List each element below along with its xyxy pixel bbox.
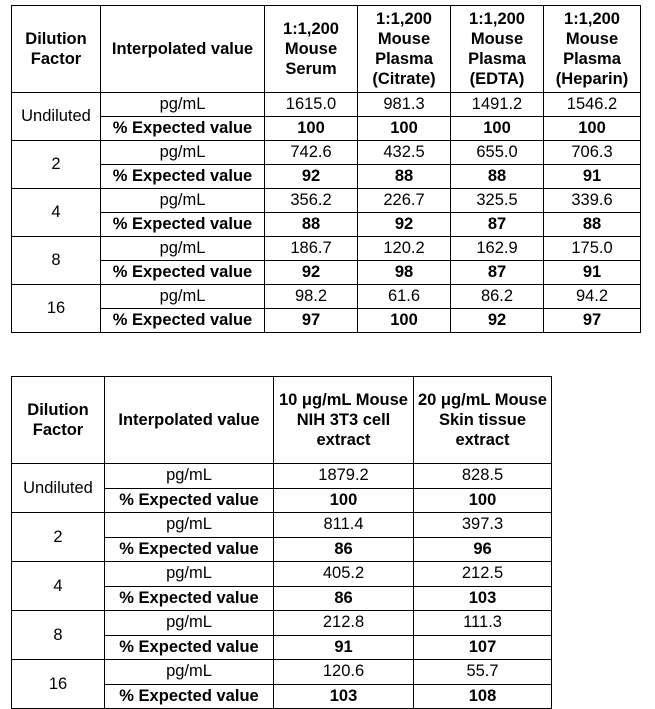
percent-expected-cell: 97	[544, 309, 641, 333]
percent-expected-cell: 100	[414, 488, 552, 513]
table-row	[12, 285, 641, 309]
percent-expected-cell: 100	[358, 309, 451, 333]
pg-value-cell: 828.5	[414, 464, 552, 489]
unit-label-cell: pg/mL	[105, 660, 274, 685]
expected-label-cell: % Expected value	[101, 213, 265, 237]
cell-tissue-extract-table	[11, 376, 552, 709]
pg-value-cell: 61.6	[358, 285, 451, 309]
pg-value-cell: 981.3	[358, 93, 451, 117]
percent-expected-cell: 88	[451, 165, 544, 189]
percent-expected-cell: 88	[265, 213, 358, 237]
expected-label-cell: % Expected value	[105, 635, 274, 660]
percent-expected-cell: 91	[274, 635, 414, 660]
expected-label-cell: % Expected value	[101, 117, 265, 141]
percent-expected-cell: 91	[544, 165, 641, 189]
percent-expected-cell: 107	[414, 635, 552, 660]
table-row	[12, 189, 641, 213]
header-dilution-factor: Dilution Factor	[12, 377, 105, 464]
percent-expected-cell: 86	[274, 586, 414, 611]
dilution-factor-cell: 8	[12, 237, 101, 285]
pg-value-cell: 339.6	[544, 189, 641, 213]
table-row	[12, 261, 641, 285]
header-interpolated-value: Interpolated value	[101, 6, 265, 93]
percent-expected-cell: 88	[358, 165, 451, 189]
dilution-factor-cell: 8	[12, 611, 105, 660]
expected-label-cell: % Expected value	[105, 684, 274, 709]
header-dilution-factor: Dilution Factor	[12, 6, 101, 93]
expected-label-cell: % Expected value	[105, 488, 274, 513]
unit-label-cell: pg/mL	[101, 285, 265, 309]
table-row	[12, 309, 641, 333]
percent-expected-cell: 88	[544, 213, 641, 237]
pg-value-cell: 94.2	[544, 285, 641, 309]
expected-label-cell: % Expected value	[101, 165, 265, 189]
pg-value-cell: 1491.2	[451, 93, 544, 117]
unit-label-cell: pg/mL	[105, 464, 274, 489]
table-row	[12, 117, 641, 141]
table-row	[12, 660, 552, 685]
pg-value-cell: 1546.2	[544, 93, 641, 117]
percent-expected-cell: 87	[451, 261, 544, 285]
pg-value-cell: 98.2	[265, 285, 358, 309]
header-interpolated-value: Interpolated value	[105, 377, 274, 464]
pg-value-cell: 432.5	[358, 141, 451, 165]
pg-value-cell: 742.6	[265, 141, 358, 165]
pg-value-cell: 162.9	[451, 237, 544, 261]
expected-label-cell: % Expected value	[101, 261, 265, 285]
dilution-factor-cell: 2	[12, 141, 101, 189]
table-row	[12, 213, 641, 237]
table-row	[12, 237, 641, 261]
dilution-factor-cell: 2	[12, 513, 105, 562]
pg-value-cell: 405.2	[274, 562, 414, 587]
percent-expected-cell: 103	[274, 684, 414, 709]
expected-label-cell: % Expected value	[105, 537, 274, 562]
pg-value-cell: 55.7	[414, 660, 552, 685]
pg-value-cell: 226.7	[358, 189, 451, 213]
unit-label-cell: pg/mL	[101, 93, 265, 117]
unit-label-cell: pg/mL	[101, 141, 265, 165]
dilution-factor-cell: 16	[12, 285, 101, 333]
unit-label-cell: pg/mL	[105, 611, 274, 636]
dilution-factor-cell: 16	[12, 660, 105, 709]
dilution-factor-cell: Undiluted	[12, 464, 105, 513]
pg-value-cell: 186.7	[265, 237, 358, 261]
header-mouse-plasma-heparin: 1:1,200 Mouse Plasma (Heparin)	[544, 6, 641, 93]
percent-expected-cell: 96	[414, 537, 552, 562]
percent-expected-cell: 100	[274, 488, 414, 513]
pg-value-cell: 706.3	[544, 141, 641, 165]
dilution-factor-cell: Undiluted	[12, 93, 101, 141]
percent-expected-cell: 87	[451, 213, 544, 237]
header-mouse-plasma-edta: 1:1,200 Mouse Plasma (EDTA)	[451, 6, 544, 93]
pg-value-cell: 120.2	[358, 237, 451, 261]
expected-label-cell: % Expected value	[105, 586, 274, 611]
header-skin-tissue-extract: 20 μg/mL Mouse Skin tissue extract	[414, 377, 552, 464]
percent-expected-cell: 91	[544, 261, 641, 285]
percent-expected-cell: 92	[451, 309, 544, 333]
percent-expected-cell: 97	[265, 309, 358, 333]
sample-matrix-table	[11, 5, 641, 333]
expected-label-cell: % Expected value	[101, 309, 265, 333]
pg-value-cell: 1879.2	[274, 464, 414, 489]
pg-value-cell: 397.3	[414, 513, 552, 538]
pg-value-cell: 212.5	[414, 562, 552, 587]
table-row	[12, 165, 641, 189]
table-row	[12, 513, 552, 538]
table-row	[12, 562, 552, 587]
table-row	[12, 611, 552, 636]
header-mouse-plasma-citrate: 1:1,200 Mouse Plasma (Citrate)	[358, 6, 451, 93]
table-row	[12, 464, 552, 489]
percent-expected-cell: 100	[544, 117, 641, 141]
percent-expected-cell: 92	[265, 165, 358, 189]
pg-value-cell: 356.2	[265, 189, 358, 213]
pg-value-cell: 1615.0	[265, 93, 358, 117]
percent-expected-cell: 92	[358, 213, 451, 237]
unit-label-cell: pg/mL	[101, 237, 265, 261]
pg-value-cell: 212.8	[274, 611, 414, 636]
pg-value-cell: 175.0	[544, 237, 641, 261]
percent-expected-cell: 100	[358, 117, 451, 141]
pg-value-cell: 655.0	[451, 141, 544, 165]
header-mouse-serum: 1:1,200 Mouse Serum	[265, 6, 358, 93]
unit-label-cell: pg/mL	[101, 189, 265, 213]
table-header-row	[12, 377, 552, 464]
percent-expected-cell: 100	[451, 117, 544, 141]
pg-value-cell: 811.4	[274, 513, 414, 538]
percent-expected-cell: 92	[265, 261, 358, 285]
percent-expected-cell: 86	[274, 537, 414, 562]
percent-expected-cell: 103	[414, 586, 552, 611]
pg-value-cell: 325.5	[451, 189, 544, 213]
pg-value-cell: 86.2	[451, 285, 544, 309]
pg-value-cell: 120.6	[274, 660, 414, 685]
unit-label-cell: pg/mL	[105, 562, 274, 587]
percent-expected-cell: 108	[414, 684, 552, 709]
percent-expected-cell: 100	[265, 117, 358, 141]
table-row	[12, 141, 641, 165]
dilution-factor-cell: 4	[12, 562, 105, 611]
table-header-row	[12, 6, 641, 93]
table-row	[12, 93, 641, 117]
pg-value-cell: 111.3	[414, 611, 552, 636]
header-nih-3t3-cell-extract: 10 μg/mL Mouse NIH 3T3 cell extract	[274, 377, 414, 464]
unit-label-cell: pg/mL	[105, 513, 274, 538]
dilution-factor-cell: 4	[12, 189, 101, 237]
percent-expected-cell: 98	[358, 261, 451, 285]
